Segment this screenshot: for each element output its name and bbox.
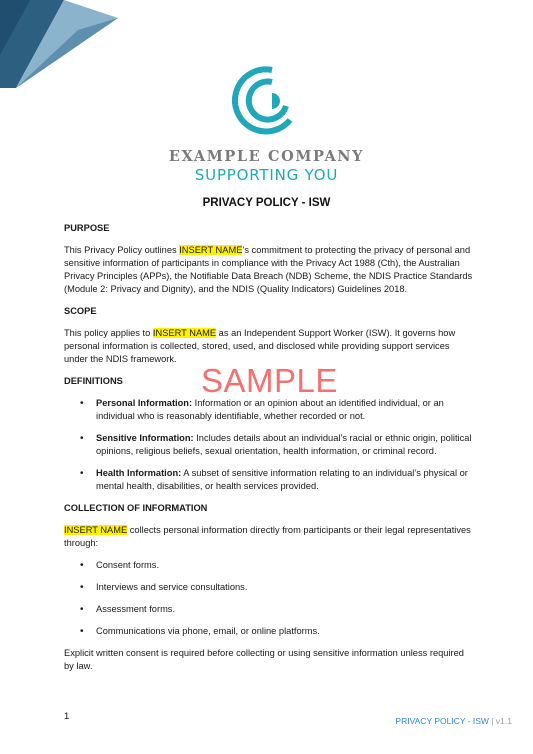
list-item: [96, 467, 474, 493]
definition-term: Sensitive Information:: [96, 433, 194, 443]
collection-text-post: collects personal information directly from participants or their legal representatives through:: [64, 525, 471, 548]
page-number: 1: [64, 711, 70, 722]
purpose-heading: PURPOSE: [64, 223, 110, 233]
purpose-paragraph: [64, 244, 474, 296]
list-item: • Communications via phone, email, or online platforms.: [96, 625, 474, 638]
collection-paragraph: [64, 524, 474, 550]
footer-separator: |: [491, 716, 494, 726]
footer-title: [395, 716, 512, 726]
scope-text-post: as an Independent Support Worker (ISW). It governs how personal information is collected, stored, used, and disclosed while providing support services under the NDIS framework.: [64, 328, 456, 364]
corner-decoration: [0, 0, 125, 95]
company-tagline: SUPPORTING YOU: [194, 166, 339, 184]
scope-heading: SCOPE: [64, 306, 97, 316]
scope-paragraph: [64, 327, 474, 366]
purpose-text-pre: This Privacy Policy outlines: [64, 245, 180, 255]
company-logo-icon: [232, 66, 298, 136]
collection-closing: Explicit written consent is required before collecting or using sensitive information unless required by law.: [64, 648, 464, 671]
list-item: [96, 397, 474, 423]
list-item: • Assessment forms.: [96, 603, 474, 616]
footer-doc-title: PRIVACY POLICY - ISW: [395, 716, 489, 726]
definition-term: Personal Information:: [96, 398, 193, 408]
collection-heading: COLLECTION OF INFORMATION: [64, 503, 208, 513]
insert-name-highlight: INSERT NAME: [64, 525, 128, 535]
definitions-heading: DEFINITIONS: [64, 376, 123, 386]
list-item: [96, 432, 474, 458]
document-title: PRIVACY POLICY - ISW: [202, 197, 331, 209]
definition-text: A subset of sensitive information relating to an individual’s physical or mental health, disabilities, or health services provided.: [96, 468, 468, 491]
sample-watermark: SAMPLE: [201, 362, 338, 399]
footer-version: v1.1: [495, 716, 512, 726]
insert-name-highlight: INSERT NAME: [179, 245, 243, 255]
insert-name-highlight: INSERT NAME: [152, 328, 217, 338]
definition-term: Health Information:: [96, 468, 182, 478]
purpose-text-post: ’s commitment to protecting the privacy of personal and sensitive information of participants in compliance with the Privacy Act 1988 (Cth), the Australian Privacy Principles (APPs), the Notifiable Data Breach (NDB) Scheme, the NDIS Practice Standards (Module 2: Privacy and Dignity), and the NDIS (Quality Indicators) Guidelines 2018.: [64, 245, 473, 294]
definitions-list: [64, 397, 474, 493]
scope-text-pre: This policy applies to: [64, 328, 153, 338]
collection-list: [64, 559, 474, 638]
company-name: EXAMPLE COMPANY: [168, 148, 365, 165]
list-item: • Consent forms.: [96, 559, 474, 572]
definition-text: Information or an opinion about an identified individual, or an individual who is reasonably identifiable, whether recorded or not.: [96, 398, 444, 421]
definition-text: Includes details about an individual’s racial or ethnic origin, political opinions, religious beliefs, sexual orientation, health information, or criminal record.: [96, 433, 472, 456]
document-body: [64, 222, 474, 682]
list-item: • Interviews and service consultations.: [96, 581, 474, 594]
